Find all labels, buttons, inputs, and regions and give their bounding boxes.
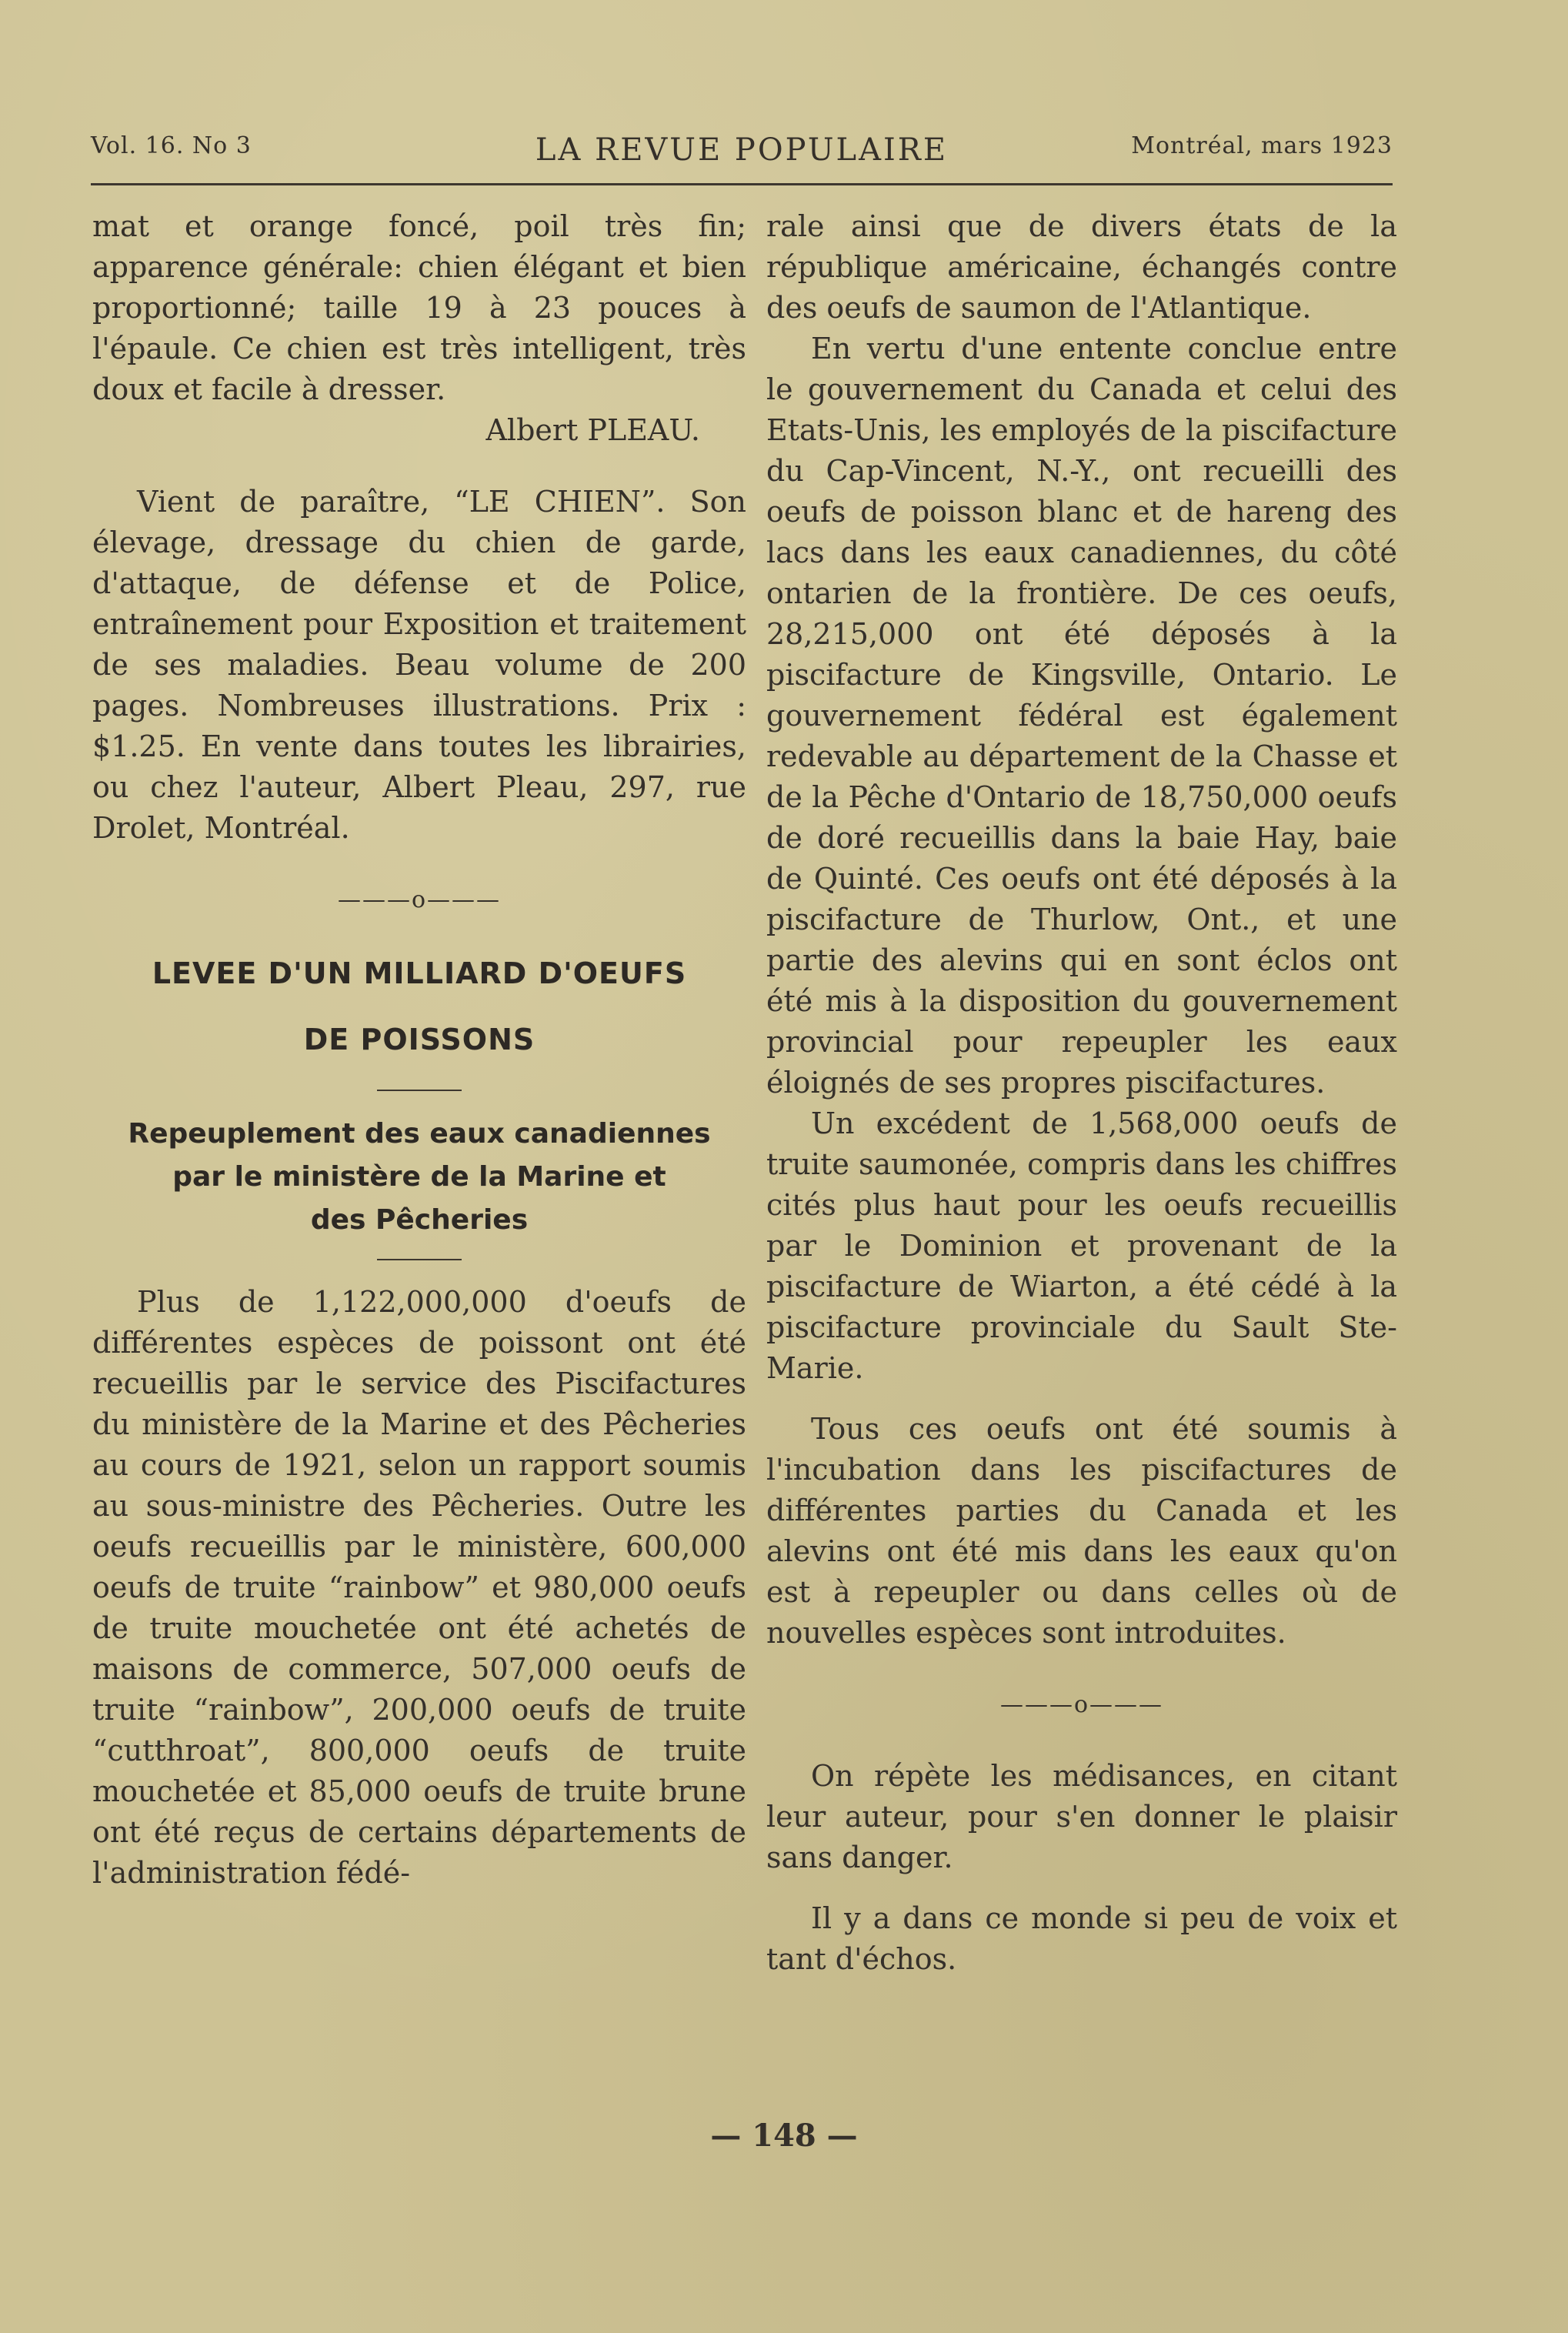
headline-line-2: DE POISSONS	[303, 1023, 535, 1056]
header-rule	[91, 183, 1393, 185]
right-column	[766, 206, 1397, 1980]
book-announcement-paragraph: Vient de paraître, “LE CHIEN”. Son élevage, dressage du chien de garde, d'attaque, de défense et de Police, entraînement pour Exposition et traitement de ses maladies. Beau volume de 200 pages. Nombreuses illustrations. Prix : $1.25. En vente dans toutes les librairies, ou chez l'auteur, Albert Pleau, 297, rue Drolet, Montréal.	[92, 485, 746, 845]
dog-description-paragraph: mat et orange foncé, poil très fin; apparence générale: chien élégant et bien proportionné; taille 19 à 23 pouces à l'épaule. Ce chien est très intelligent, très doux et facile à dresser.	[92, 209, 746, 406]
author-signature: Albert PLEAU.	[485, 413, 700, 447]
article-agreement-paragraph: En vertu d'une entente conclue entre le gouvernement du Canada et celui des Etats-Unis, les employés de la piscifacture du Cap-Vincent, N.-Y., ont recueilli des oeufs de poisson blanc et de hareng des lacs dans les eaux canadiennes, du côté ontarien de la frontière. De ces oeufs, 28,215,000 ont été déposés à la piscifacture de Kingsville, Ontario. Le gouvernement fédéral est également redevable au département de la Chasse et de la Pêche d'Ontario de 18,750,000 oeufs de doré recueillis dans la baie Hay, baie de Quinté. Ces oeufs ont été déposés à la piscifacture de Thurlow, Ont., et une partie des alevins qui en sont éclos ont été mis à la disposition du gouvernement provincial pour repeupler les eaux éloignés de ses propres piscifactures.	[766, 332, 1397, 1100]
article-lead-paragraph: Plus de 1,122,000,000 d'oeufs de différentes espèces de poissont ont été recueillis par le service des Piscifactures du ministère de la Marine et des Pêcheries au cours de 1921, selon un rapport soumis au sous-ministre des Pêcheries. Outre les oeufs recueillis par le ministère, 600,000 oeufs de truite “rainbow” et 980,000 oeufs de truite mouchetée ont été achetés de maisons de commerce, 507,000 oeufs de truite “rainbow”, 200,000 oeufs de truite “cutthroat”, 800,000 oeufs de truite mouchetée et 85,000 oeufs de truite brune ont été reçus de certains départements de l'administration fédé-	[92, 1285, 746, 1890]
headline-line-1: LEVEE D'UN MILLIARD D'OEUFS	[152, 956, 687, 990]
section-divider-right: ———o———	[999, 1691, 1164, 1718]
article-continuation-paragraph: rale ainsi que de divers états de la république américaine, échangés contre des oeufs de saumon de l'Atlantique.	[766, 209, 1397, 325]
page-number: — 148 —	[710, 2118, 858, 2154]
subheadline-line-3: des Pêcheries	[310, 1204, 529, 1236]
headline-rule	[377, 1090, 462, 1091]
place-and-date: Montréal, mars 1923	[1131, 132, 1393, 159]
running-header	[91, 129, 1393, 175]
publication-title: LA REVUE POPULAIRE	[535, 132, 949, 168]
subheadline-line-2: par le ministère de la Marine et	[172, 1161, 666, 1193]
section-divider: ———o———	[337, 886, 502, 913]
left-column	[92, 206, 746, 1894]
maxim-gossip: On répète les médisances, en citant leur auteur, pour s'en donner le plaisir sans danger.	[766, 1759, 1397, 1874]
subheadline-line-1: Repeuplement des eaux canadiennes	[128, 1118, 711, 1150]
volume-number: Vol. 16. No 3	[91, 132, 252, 159]
subheadline-rule	[377, 1259, 462, 1260]
article-surplus-paragraph: Un excédent de 1,568,000 oeufs de truite saumonée, compris dans les chiffres cités plus haut pour les oeufs recueillis par le Dominion et provenant de la piscifacture de Wiarton, a été cédé à la piscifacture provinciale du Sault Ste-Marie.	[766, 1106, 1397, 1385]
maxim-echoes: Il y a dans ce monde si peu de voix et tant d'échos.	[766, 1901, 1397, 1976]
article-incubation-paragraph: Tous ces oeufs ont été soumis à l'incubation dans les piscifactures de différentes parties du Canada et les alevins ont été mis dans les eaux qu'on est à repeupler ou dans celles où de nouvelles espèces sont introduites.	[766, 1412, 1397, 1650]
